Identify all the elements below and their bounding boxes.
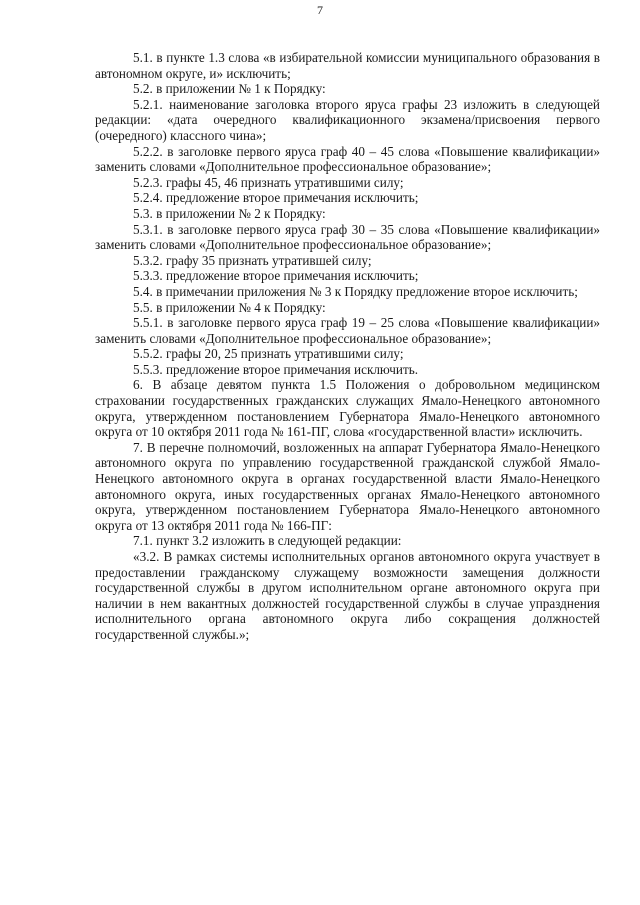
paragraph-5-3-1: 5.3.1. в заголовке первого яруса граф 30 – 35 слова «Повышение квалификации» заменить словами «Дополнительное профессиональное образование»; — [95, 221, 600, 253]
paragraph-5-1: 5.1. в пункте 1.3 слова «в избирательной комиссии муниципального образования в автономном округе, и» исключить; — [95, 50, 600, 81]
paragraph-6: 6. В абзаце девятом пункта 1.5 Положения о добровольном медицинском страховании государственных гражданских служащих Ямало-Ненецкого автономного округа, утвержденном постановлением Губернатора Ямало-Ненецкого автономного округа от 10 октября 2011 года № 161-ПГ, слова «государственной власти» исключить. — [95, 377, 600, 440]
paragraph-5-4: 5.4. в примечании приложения № 3 к Порядку предложение второе исключить; — [133, 283, 578, 299]
paragraph-5-2-1: 5.2.1. наименование заголовка второго яруса графы 23 изложить в следующей редакции: «дата очередного квалификационного экзамена/присвоения первого (очередного) классного чина»; — [95, 96, 600, 143]
paragraph-5-3-3: 5.3.3. предложение второе примечания исключить; — [133, 268, 419, 284]
paragraph-5-5: 5.5. в приложении № 4 к Порядку: — [133, 299, 326, 315]
paragraph-7: 7. В перечне полномочий, возложенных на аппарат Губернатора Ямало-Ненецкого автономного округа по управлению государственной гражданской службой Ямало-Ненецкого автономного округа в органах государственной власти Ямало-Ненецкого автономного округа, иных государственных органах Ямало-Ненецкого автономного округа, утвержденном постановлением Губернатора Ямало-Ненецкого автономного округа от 13 октября 2011 года № 166-ПГ: — [95, 439, 600, 533]
paragraph-5-2-3: 5.2.3. графы 45, 46 признать утратившими силу; — [133, 174, 404, 190]
paragraph-3-2-quote: «3.2. В рамках системы исполнительных органов автономного округа участвует в предоставлении гражданскому служащему возможности замещения должности государственной службы в другом исполнительном органе автономного округа при наличии в нем вакантных должностей государственной службы в случае упразднения исполнительного органа автономного округа либо сокращения должностей государственной службы.»; — [95, 549, 600, 642]
paragraph-5-2: 5.2. в приложении № 1 к Порядку: — [133, 81, 326, 97]
paragraph-7-1: 7.1. пункт 3.2 изложить в следующей редакции: — [133, 533, 402, 549]
paragraph-5-2-4: 5.2.4. предложение второе примечания исключить; — [133, 190, 419, 206]
paragraph-5-3-2: 5.3.2. графу 35 признать утратившей силу; — [133, 252, 372, 268]
paragraph-5-5-3: 5.5.3. предложение второе примечания исключить. — [133, 361, 419, 377]
paragraph-5-5-1: 5.5.1. в заголовке первого яруса граф 19 – 25 слова «Повышение квалификации» заменить словами «Дополнительное профессиональное образование»; — [95, 315, 600, 346]
document-body — [95, 50, 600, 643]
paragraph-5-5-2: 5.5.2. графы 20, 25 признать утратившими силу; — [133, 346, 404, 362]
paragraph-5-2-2: 5.2.2. в заголовке первого яруса граф 40 – 45 слова «Повышение квалификации» заменить словами «Дополнительное профессиональное образование»; — [95, 143, 600, 175]
paragraph-5-3: 5.3. в приложении № 2 к Порядку: — [133, 205, 326, 221]
page-number: 7 — [317, 3, 323, 17]
